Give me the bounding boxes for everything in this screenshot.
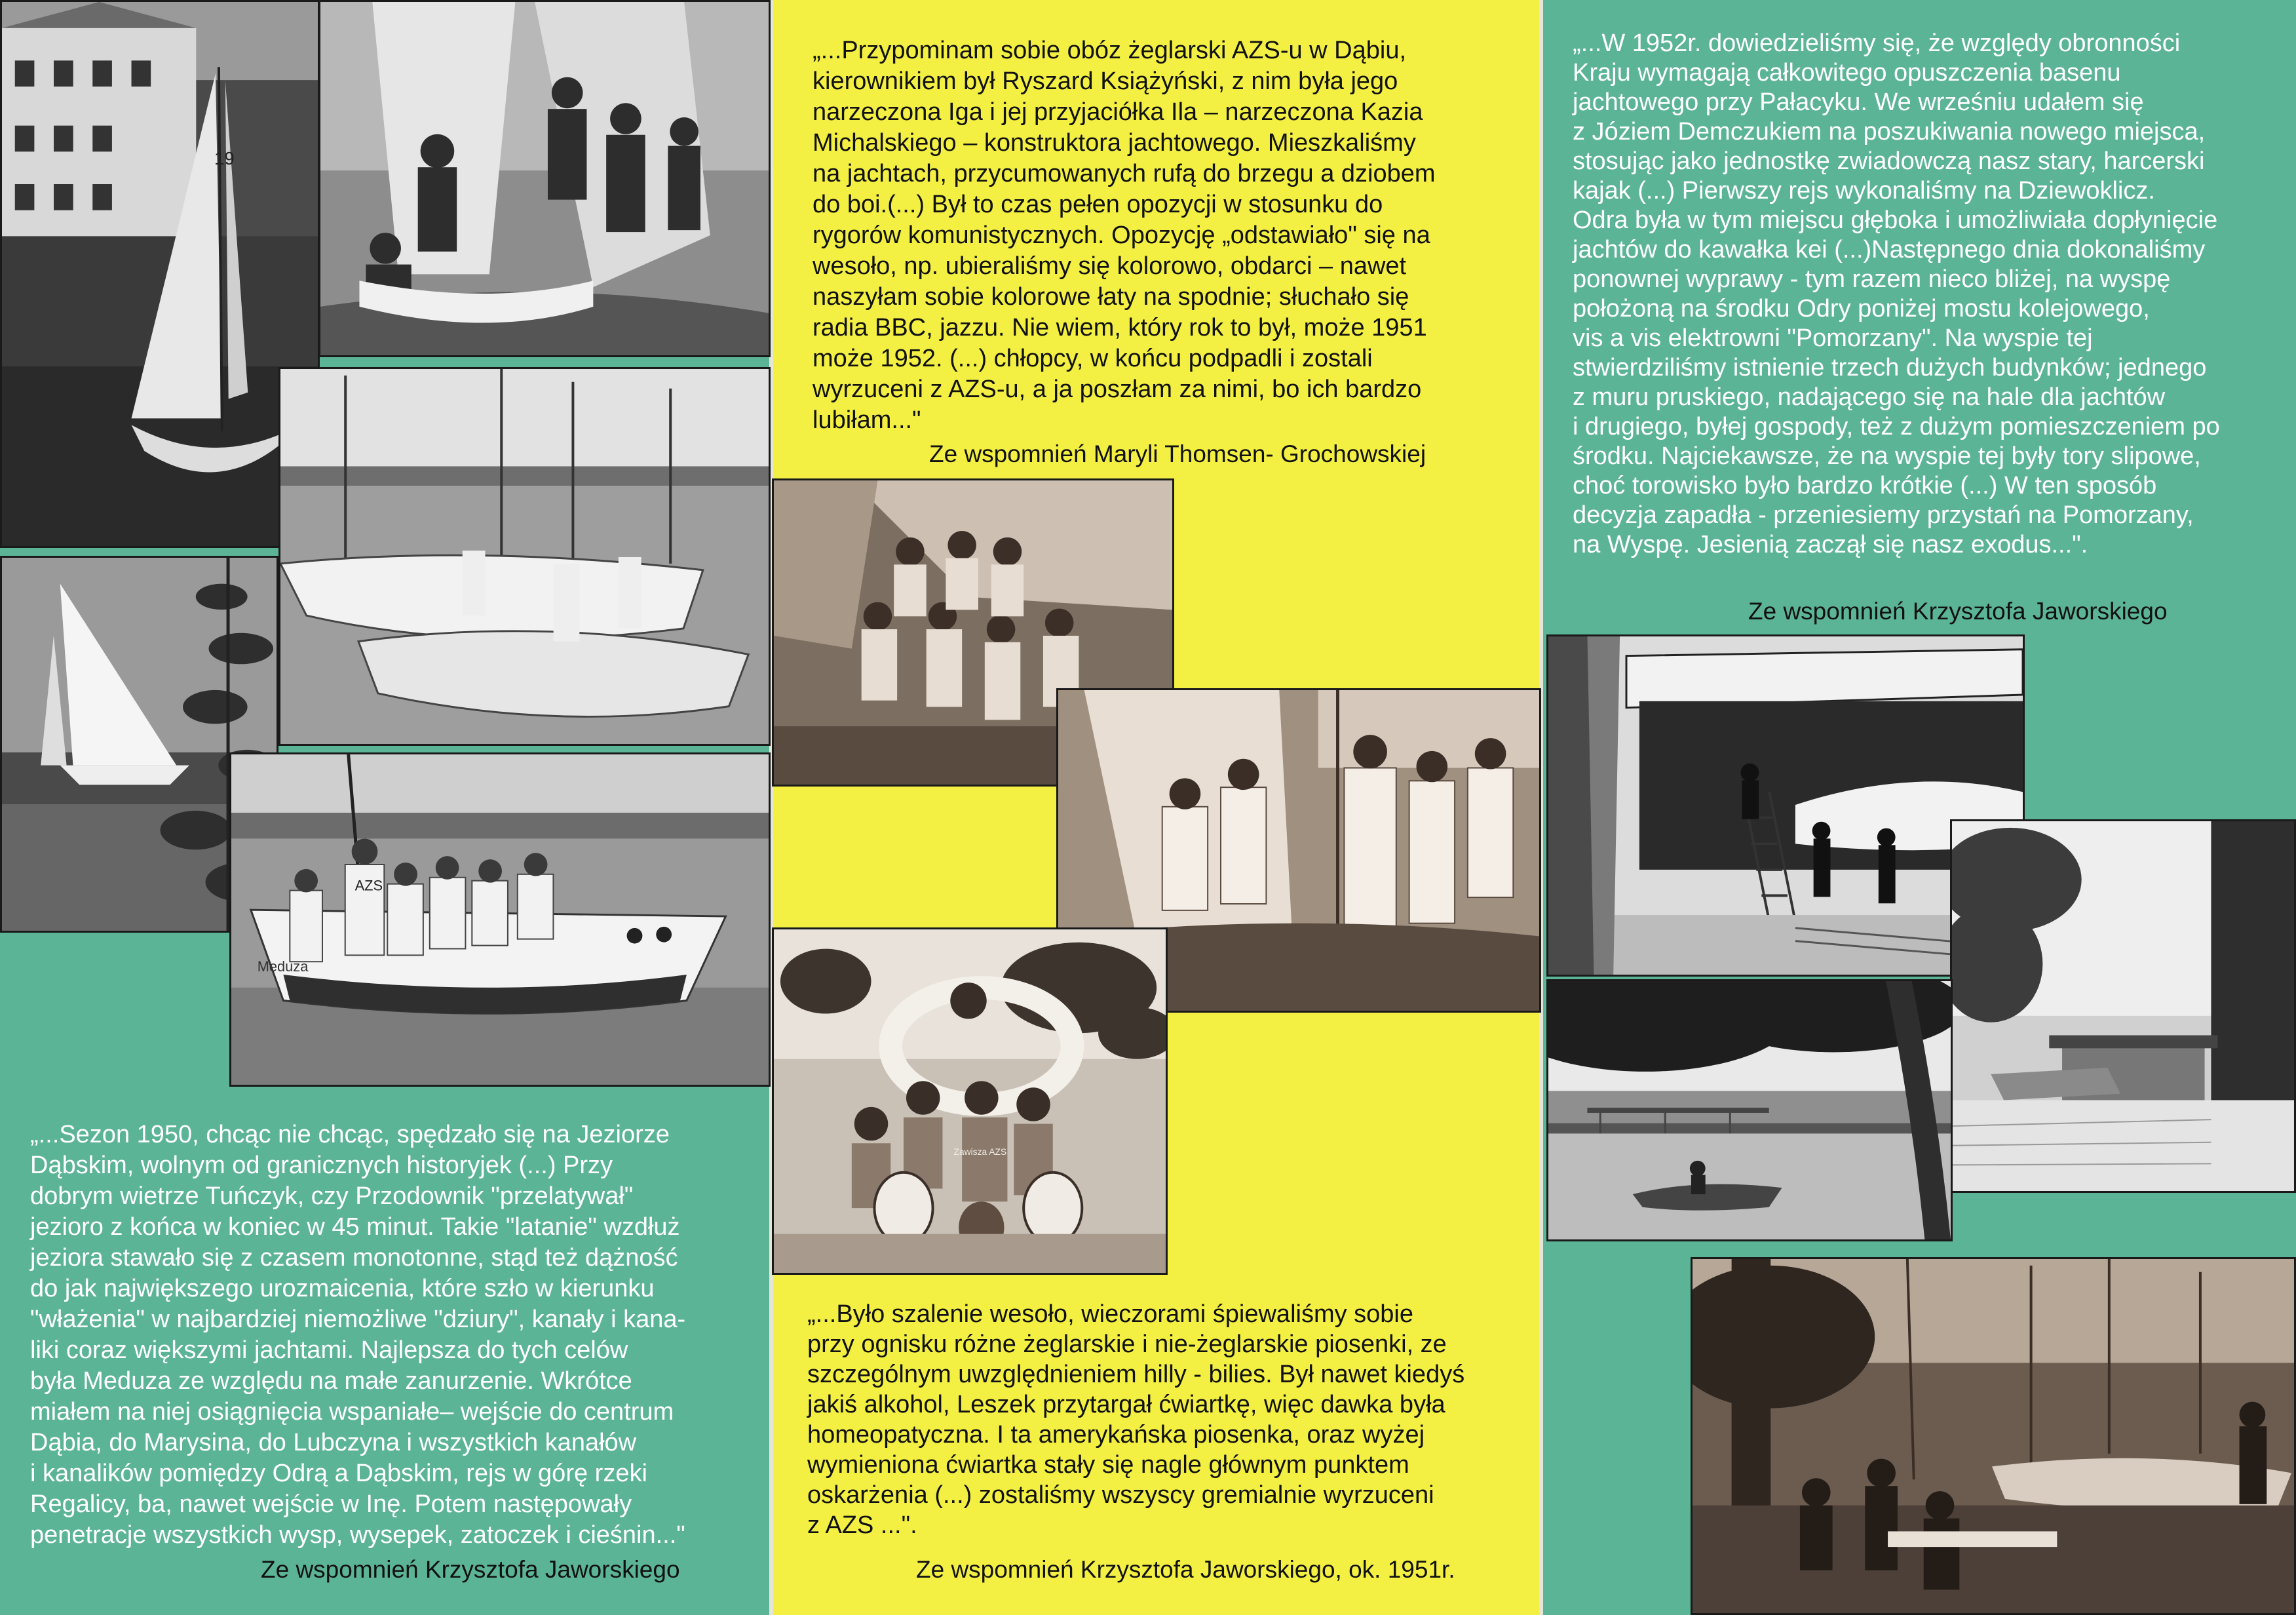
right-quote-line: z muru pruskiego, nadającego się na hale dla jachtów (1573, 383, 2166, 411)
left-quote-line: Dąbia, do Marysina, do Lubczyna i wszystkich kanałów (30, 1429, 637, 1456)
left-quote-line: penetracje wszystkich wysp, wysepek, zatoczek i cieśnin..." (30, 1521, 685, 1549)
left-quote-line: "włażenia" w najbardziej niemożliwe "dziury", kanały i kana- (30, 1306, 686, 1333)
middle-bottom-quote-line: przy ognisku różne żeglarskie i nie-żeglarskie piosenki, ze (807, 1331, 1447, 1358)
middle-top-quote-line: może 1952. (...) chłopcy, w końcu podpadli i zostali (813, 345, 1373, 372)
left-quote-line: liki coraz większymi jachtami. Najlepsza do tych celów (30, 1336, 628, 1364)
right-quote-line: położoną na środku Odry poniżej mostu kolejowego, (1573, 295, 2150, 322)
middle-top-quote-line: rygorów komunistycznych. Opozycję „odstawiało" się na (813, 222, 1430, 249)
middle-bottom-quote (807, 1299, 1535, 1540)
right-quote-line: jachtów do kawałka kei (...)Następnego dnia dokonaliśmy (1573, 236, 2206, 263)
right-quote (1573, 29, 2293, 560)
right-quote-line: z Józiem Demczukiem na poszukiwania nowego miejsca, (1573, 118, 2206, 146)
photo-people-on-pier-with-yachts (1691, 1257, 2296, 1615)
right-quote-line: na Wyspę. Jesienią zaczął się nasz exodus...". (1573, 531, 2088, 558)
sail-number-text: 19 (214, 148, 235, 169)
middle-bottom-quote-line: homeopatyczna. I ta amerykańska piosenka, oraz wyżej (807, 1421, 1425, 1449)
right-quote-line: Kraju wymagają całkowitego opuszczenia basenu (1573, 59, 2121, 87)
photo-kayak-on-river-with-bridge (1546, 979, 1953, 1241)
right-quote-line: kajak (...) Pierwszy rejs wykonaliśmy na Dziewoklicz. (1573, 177, 2155, 204)
middle-top-quote-line: narzeczona Iga i jej przyjaciółka Ila – narzeczona Kazia (813, 98, 1423, 126)
photo-crew-rigging-sails (318, 0, 771, 357)
right-quote-line: ponownej wyprawy - tym razem nieco bliżej, na wyspę (1573, 265, 2171, 293)
photo-sailboat-at-harbor-building (0, 0, 320, 548)
middle-top-quote-caption: Ze wspomnień Maryli Thomsen- Grochowskiej (929, 440, 1426, 467)
photo-yachts-moored-on-lake (278, 367, 771, 746)
right-quote-line: stosując jako jednostkę zwiadowczą nasz stary, harcerski (1573, 147, 2205, 175)
azs-shirt-text: AZS (354, 877, 383, 894)
left-quote-line: była Meduza ze względu na małe zanurzenie. Wkrótce (30, 1367, 632, 1395)
middle-top-quote-line: Michalskiego – konstruktora jachtowego. Mieszkaliśmy (813, 129, 1416, 157)
left-quote-line: do jak największego urozmaicenia, które szło w kierunku (30, 1275, 655, 1302)
middle-top-quote-line: kierownikiem był Ryszard Książyński, z nim była jego (813, 68, 1398, 95)
middle-top-quote (813, 35, 1540, 436)
left-quote-line: jeziora stawało się z czasem monotonne, stąd też dążność (30, 1244, 678, 1272)
photo-riverside-pavilion-and-tree (1950, 819, 2296, 1193)
left-quote-caption: Ze wspomnień Krzysztofa Jaworskiego (261, 1556, 680, 1583)
right-quote-line: „...W 1952r. dowiedzieliśmy się, że względy obronności (1573, 29, 2181, 57)
left-quote-line: jezioro z końca w koniec w 45 minut. Takie "latanie" wzdłuż (30, 1213, 680, 1241)
middle-top-quote-line: na jachtach, przycumowanych rufą do brzegu a dziobem (813, 160, 1436, 187)
middle-top-quote-line: „...Przypominam sobie obóz żeglarski AZS-u w Dąbiu, (813, 37, 1407, 64)
left-quote-line: „...Sezon 1950, chcąc nie chcąc, spędzało się na Jeziorze (30, 1121, 670, 1148)
photo-crew-on-yacht-meduza (229, 752, 771, 1087)
middle-bottom-quote-line: wymieniona ćwiartka stały się nagle głównym punktem (807, 1451, 1409, 1479)
right-quote-line: choć torowisko było bardzo krótkie (...) W ten sposób (1573, 472, 2157, 499)
left-quote (30, 1119, 767, 1551)
right-quote-line: decyzja zapadła - przeniesiemy przystań na Pomorzany, (1573, 501, 2194, 529)
left-quote-line: Dąbskim, wolnym od granicznych historyjek (...) Przy (30, 1152, 613, 1179)
middle-bottom-quote-line: szczególnym uwzględnieniem hilly - bilies. Był nawet kiedyś (807, 1361, 1465, 1388)
middle-top-quote-line: lubiłam..." (813, 406, 921, 434)
middle-bottom-quote-line: „...Było szalenie wesoło, wieczorami śpiewaliśmy sobie (807, 1300, 1414, 1328)
left-quote-line: Regalicy, ba, nawet wejście w Inę. Potem następowały (30, 1490, 632, 1518)
photo-sailors-with-guitars-and-lifebuoy (772, 927, 1168, 1275)
left-quote-line: i kanalików pomiędzy Odrą a Dąbskim, rejs w górę rzeki (30, 1460, 647, 1487)
right-quote-line: stwierdziliśmy istnienie trzech dużych budynków; jednego (1573, 354, 2207, 381)
right-quote-line: jachtowego przy Pałacyku. We wrześniu udałem się (1573, 88, 2144, 116)
right-quote-line: Odra była w tym miejscu głęboka i umożliwiała dopłynięcie (1573, 206, 2218, 234)
right-quote-line: środku. Najciekawsze, że na wyspie tej były tory slipowe, (1573, 442, 2201, 470)
middle-bottom-quote-line: z AZS ...". (807, 1511, 917, 1539)
middle-bottom-quote-caption: Ze wspomnień Krzysztofa Jaworskiego, ok. 1951r. (916, 1556, 1455, 1583)
middle-top-quote-line: do boi.(...) Był to czas pełen opozycji w stosunku do (813, 191, 1383, 218)
right-quote-caption: Ze wspomnień Krzysztofa Jaworskiego (1748, 598, 2168, 625)
right-quote-line: i drugiego, byłej gospody, też z dużym pomieszczeniem po (1573, 413, 2220, 440)
middle-bottom-quote-line: oskarżenia (...) zostaliśmy wszyscy gremialnie wyrzuceni (807, 1481, 1434, 1509)
middle-top-quote-line: naszyłam sobie kolorowe łaty na spodnie; słuchało się (813, 283, 1409, 311)
middle-top-quote-line: wesoło, np. ubieraliśmy się kolorowo, obdarci – nawet (813, 252, 1407, 280)
right-quote-line: vis a vis elektrowni "Pomorzany". Na wyspie tej (1573, 324, 2093, 352)
middle-top-quote-line: radia BBC, jazzu. Nie wiem, który rok to był, może 1951 (813, 314, 1427, 341)
left-quote-line: miałem na niej osiągnięcia wspaniałe– wejście do centrum (30, 1398, 674, 1426)
middle-top-quote-line: wyrzuceni z AZS-u, a ja poszłam za nimi, bo ich bardzo (813, 376, 1422, 403)
boat-name-text: Meduza (257, 958, 309, 975)
left-quote-line: dobrym wietrze Tuńczyk, czy Przodownik "przelatywał" (30, 1182, 634, 1210)
lifejacket-text: Zawisza AZS (953, 1146, 1007, 1158)
middle-bottom-quote-line: jakiś alkohol, Leszek przytargał ćwiartkę, więc dawka była (807, 1391, 1445, 1418)
